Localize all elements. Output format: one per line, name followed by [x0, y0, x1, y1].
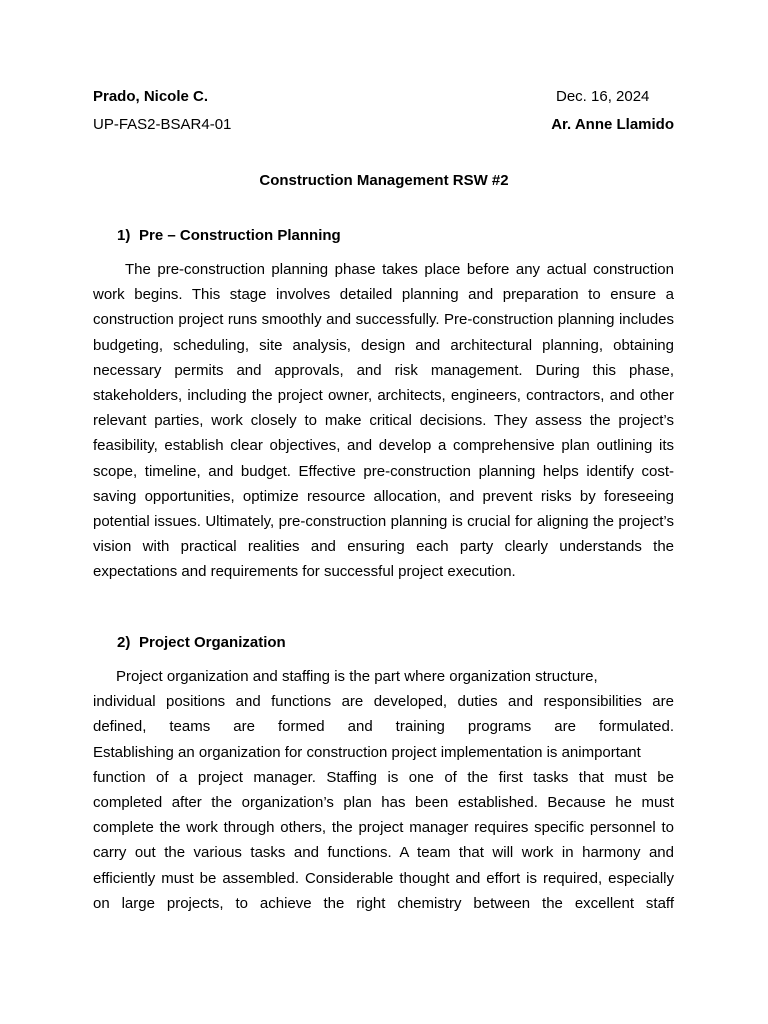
- student-name: Prado, Nicole C.: [93, 88, 209, 105]
- section-2-line: Establishing an organization for construction project implementation is animportant: [93, 743, 641, 761]
- section-2-line: on large projects, to achieve the right chemistry between the excellent staff: [93, 894, 674, 912]
- section-2-title: Project Organization: [139, 634, 286, 651]
- section-2-number: 2): [117, 634, 131, 651]
- section-code: UP-FAS2-BSAR4-01: [93, 116, 232, 133]
- section-2-line: defined, teams are formed and training programs are formulated.: [93, 718, 674, 736]
- section-2-line: individual positions and functions are developed, duties and responsibilities are: [93, 693, 674, 711]
- section-2-heading: [117, 635, 286, 650]
- document-date: Dec. 16, 2024: [556, 88, 650, 105]
- section-2-line: Project organization and staffing is the part where organization structure,: [116, 668, 598, 685]
- section-2-line: carry out the various tasks and functions. A team that will work in harmony and: [93, 844, 674, 862]
- section-2-line: completed after the organization’s plan has been established. Because he must: [93, 794, 674, 812]
- section-2-line: function of a project manager. Staffing is one of the first tasks that must be: [93, 768, 674, 786]
- section-1-body: The pre-construction planning phase takes place before any actual construction work begins. This stage involves detailed planning and preparation to ensure a construction project runs smoothly and successfully. Pre-construction planning includes budgeting, scheduling, site analysis, design and architectural planning, obtaining necessary permits and approvals, and risk management. During this phase, stakeholders, including the project owner, architects, engineers, contractors, and other relevant parties, work closely to make critical decisions. They assess the project’s feasibility, establish clear objectives, and develop a comprehensive plan outlining its scope, timeline, and budget. Effective pre-construction planning helps identify cost-saving opportunities, optimize resource allocation, and prevent risks by foreseeing potential issues. Ultimately, pre-construction planning is crucial for aligning the project’s vision with practical realities and ensuring each party clearly understands the expectations and requirements for successful project execution.: [93, 261, 674, 581]
- instructor-name: Ar. Anne Llamido: [551, 116, 674, 133]
- section-2-line: efficiently must be assembled. Considerable thought and effort is required, especially: [93, 869, 674, 887]
- section-1-title: Pre – Construction Planning: [139, 227, 341, 244]
- section-2-body: [93, 664, 674, 916]
- section-2-line: complete the work through others, the project manager requires specific personnel to: [93, 819, 674, 837]
- section-1-number: 1): [117, 227, 131, 244]
- section-1-heading: [117, 228, 341, 243]
- document-title: Construction Management RSW #2: [259, 172, 509, 189]
